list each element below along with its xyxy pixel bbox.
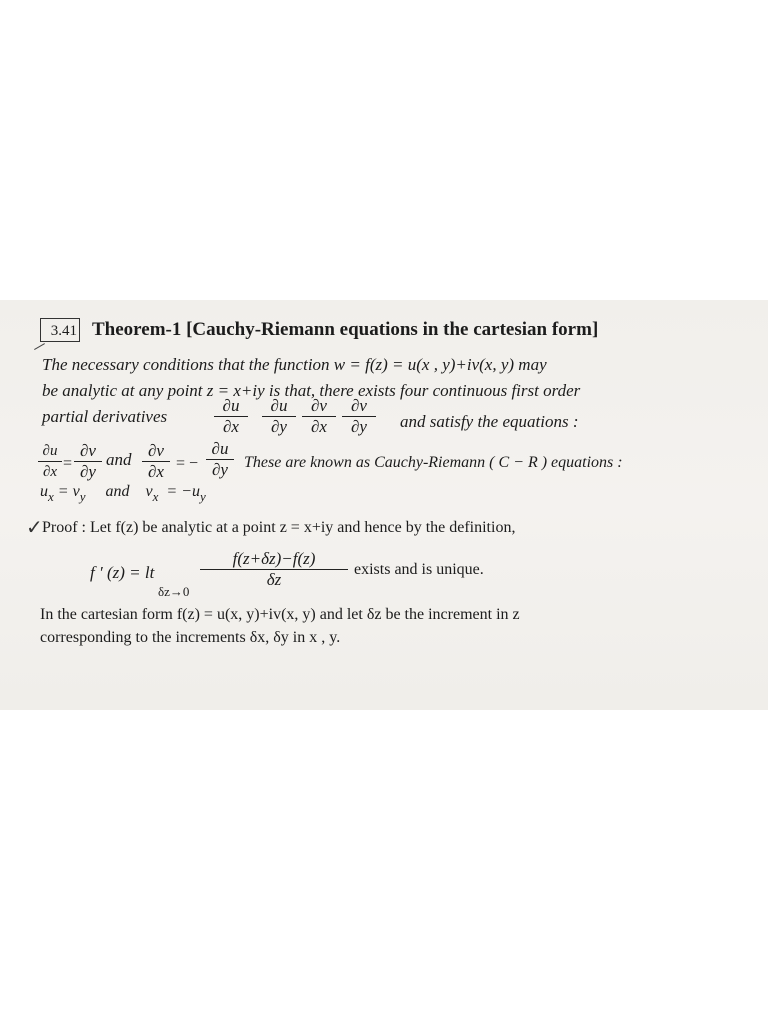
short-form-equations: $u_x = v_y$ and $v_x = -u_y$: [40, 483, 206, 504]
eq1-rhs: ∂v ∂y: [74, 442, 102, 481]
partial-v-x: ∂v ∂x: [302, 397, 336, 436]
and-word: and: [106, 450, 132, 469]
section-number: 3.41: [40, 318, 80, 342]
proof-line-a: In the cartesian form f(z) = u(x, y)+iv(x, y) and let δz be the increment in z: [40, 606, 520, 623]
statement-line-1: The necessary conditions that the function w = f(z) = u(x , y)+iv(x, y) may: [42, 355, 547, 374]
statement-line-3-tail: and satisfy the equations :: [400, 412, 579, 431]
theorem-title: Theorem-1 [Cauchy-Riemann equations in the cartesian form]: [92, 319, 599, 340]
statement-line-3-lead: partial derivatives: [42, 407, 168, 426]
equals-minus-sign: = −: [176, 455, 199, 472]
eq2-lhs: ∂v ∂x: [142, 442, 170, 481]
proof-line-b: corresponding to the increments δx, δy in x , y.: [40, 629, 341, 646]
derivative-tail: exists and is unique.: [354, 561, 484, 578]
derivative-lhs: f ′ (z) = lt: [90, 563, 155, 582]
equals-sign: =: [63, 455, 73, 472]
partial-v-y: ∂v ∂y: [342, 397, 376, 436]
eq2-rhs: ∂u ∂y: [206, 440, 234, 479]
proof-check-icon: ✓: [26, 517, 43, 539]
partial-u-y: ∂u ∂y: [262, 397, 296, 436]
statement-line-2: be analytic at any point z = x+iy is that, there exists four continuous first order: [42, 381, 581, 400]
limit-subscript: δz→0: [158, 584, 190, 599]
difference-quotient: f(z+δz)−f(z) δz: [200, 550, 348, 589]
proof-intro: Proof : Let f(z) be analytic at a point z = x+iy and hence by the definition,: [42, 519, 516, 536]
cr-note: These are known as Cauchy-Riemann ( C − R ) equations :: [244, 454, 623, 471]
eq1-lhs: ∂u ∂x: [38, 442, 62, 481]
partial-u-x: ∂u ∂x: [214, 397, 248, 436]
